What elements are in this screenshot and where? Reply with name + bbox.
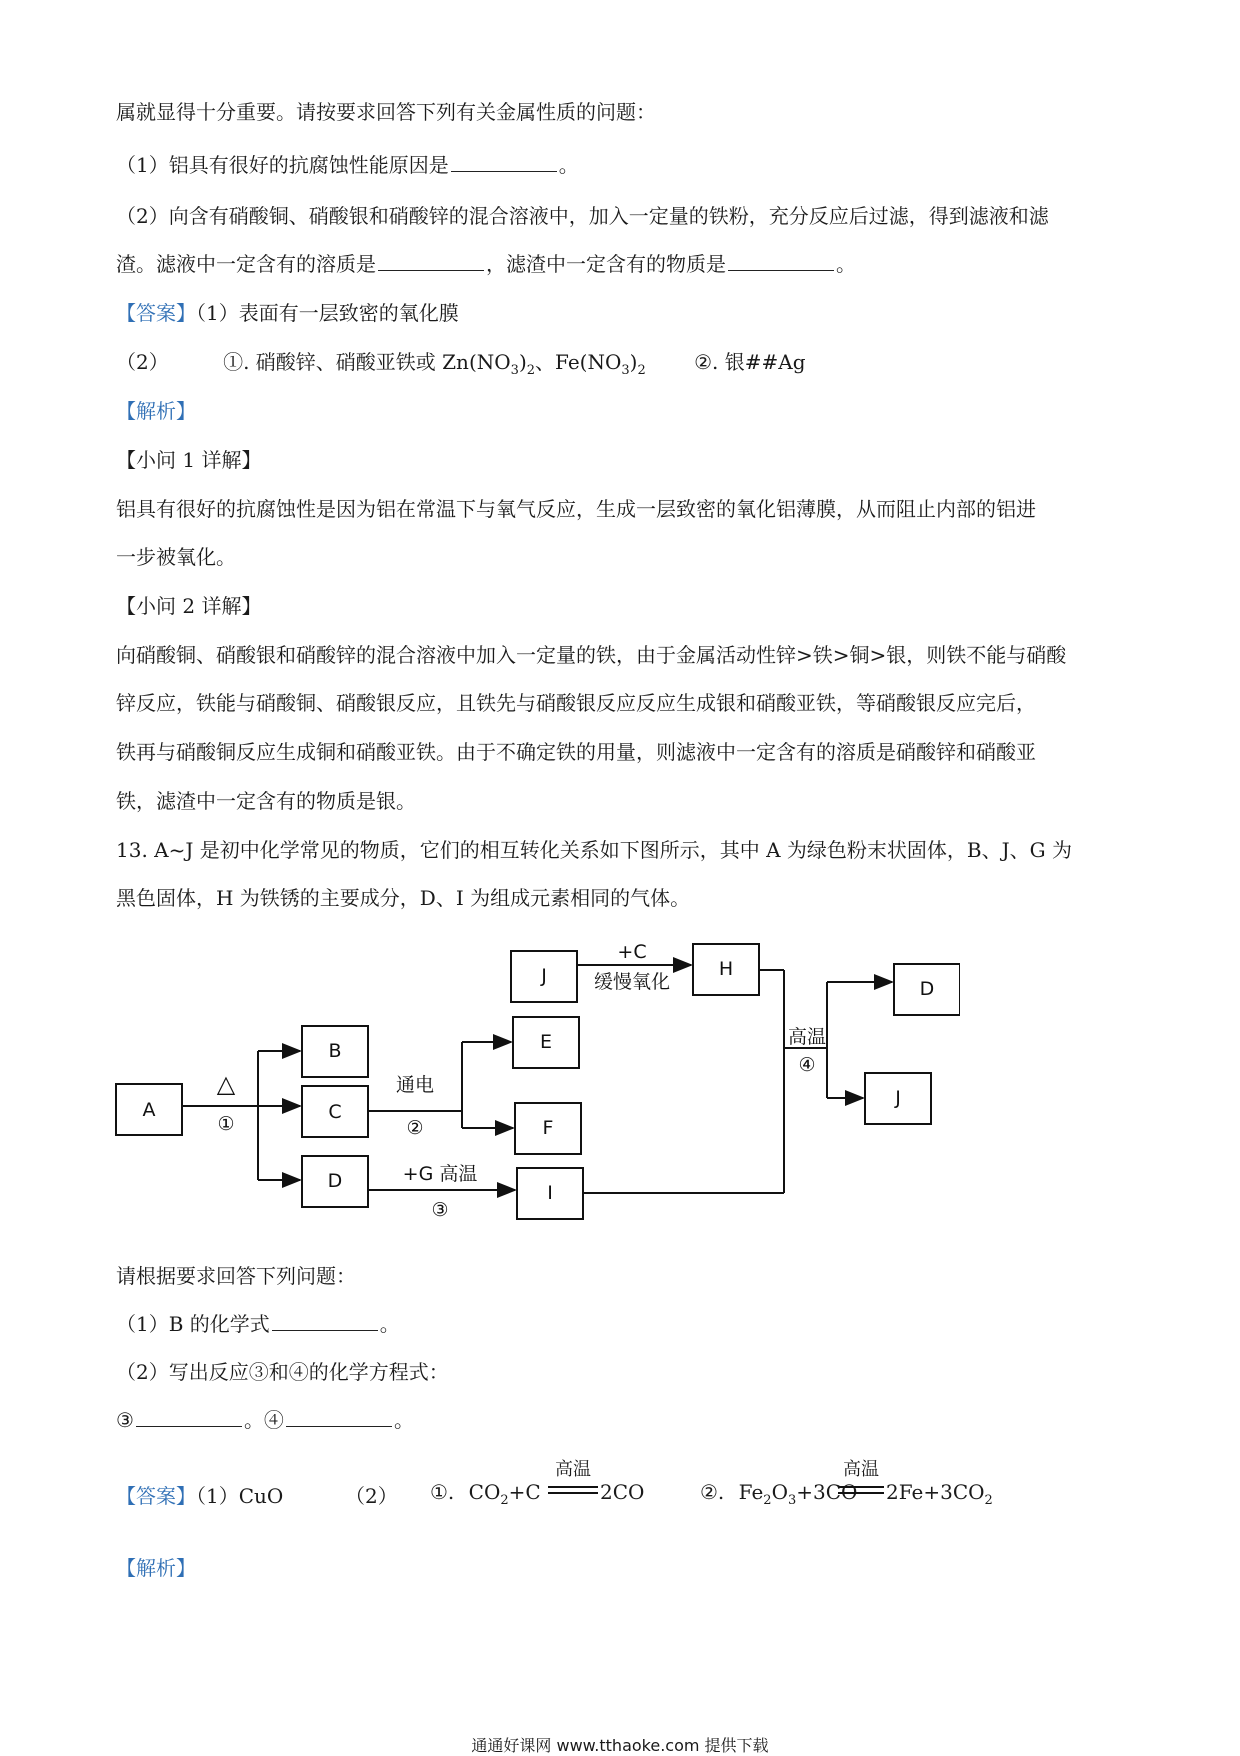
- question-13-line1: 13. A~J 是初中化学常见的物质，它们的相互转化关系如下图所示，其中 A 为绿色粉末状固体，B、J、G 为: [116, 838, 1072, 862]
- ask-line: 请根据要求回答下列问题：: [116, 1264, 356, 1288]
- label-j-right: J: [895, 1087, 901, 1109]
- label-d: D: [327, 1170, 343, 1192]
- eq1-equals-sign: [548, 1486, 598, 1494]
- label-b: B: [328, 1040, 342, 1062]
- eq1-products: 2CO: [600, 1480, 645, 1504]
- q13-3-c: 。: [393, 1408, 414, 1432]
- subquestion-1-title: 【小问 1 详解】: [116, 448, 262, 472]
- answer-blank[interactable]: [728, 252, 834, 271]
- heat-symbol: △: [216, 1070, 236, 1098]
- label-c: C: [328, 1101, 342, 1123]
- q13-1-text: （1）B 的化学式: [116, 1312, 270, 1336]
- answer-blank[interactable]: [451, 153, 557, 172]
- label-i: I: [547, 1182, 553, 1204]
- question-1: [116, 151, 579, 179]
- equation-2: [700, 1480, 857, 1508]
- eq1-number: ①.: [430, 1480, 455, 1504]
- question-13-3: [116, 1406, 414, 1434]
- equation-1: [430, 1480, 541, 1508]
- eq1-condition: 高温: [555, 1459, 591, 1480]
- question-13-2: （2）写出反应③和④的化学方程式：: [116, 1360, 449, 1384]
- q13-1-end: 。: [379, 1312, 400, 1336]
- label-j-top: J: [541, 965, 547, 987]
- electrolysis-label: 通电: [395, 1074, 435, 1096]
- answer-1: （1）表面有一层致密的氧化膜: [196, 301, 459, 325]
- q1-text: （1）铝具有很好的抗腐蚀性能原因是: [116, 153, 449, 177]
- q2-text-b: ，滤渣中一定含有的物质是: [486, 252, 726, 276]
- answer-13-tag: 【答案】: [116, 1484, 196, 1508]
- plus-g-hightemp-label: +G 高温: [402, 1163, 478, 1185]
- eq2-reactants: $Fe_2O_3+3CO$: [738, 1480, 858, 1508]
- answer-blank[interactable]: [136, 1408, 242, 1427]
- reaction-1-number: ①: [217, 1113, 235, 1135]
- answer-blank[interactable]: [286, 1408, 392, 1427]
- question-13-1: [116, 1310, 400, 1338]
- eq2-products: $2Fe+3CO_2$: [886, 1480, 993, 1508]
- subquestion-1-line2: 一步被氧化。: [116, 545, 236, 569]
- answer-blank[interactable]: [272, 1312, 378, 1331]
- reaction-2-number: ②: [406, 1117, 424, 1139]
- q1-end: 。: [558, 153, 579, 177]
- answer-2a: ①. 硝酸锌、硝酸亚铁或 $Zn(NO_3)_2$、$Fe(NO_3)_2$: [223, 350, 646, 378]
- question-2-line1: （2）向含有硝酸铜、硝酸银和硝酸锌的混合溶液中，加入一定量的铁粉，充分反应后过滤，得到滤液和滤: [116, 204, 1049, 228]
- answer-13-2-label: （2）: [345, 1484, 398, 1508]
- analysis-tag: 【解析】: [116, 399, 196, 423]
- q13-3-a: ③: [116, 1408, 134, 1432]
- label-h: H: [718, 958, 734, 980]
- intro-line: 属就显得十分重要。请按要求回答下列有关金属性质的问题：: [116, 100, 656, 124]
- subquestion-2-line3: 铁再与硝酸铜反应生成铜和硝酸亚铁。由于不确定铁的用量，则滤液中一定含有的溶质是硝酸锌和硝酸亚: [116, 740, 1036, 764]
- answer-blank[interactable]: [378, 252, 484, 271]
- answer-2-label: （2）: [116, 350, 169, 374]
- question-13-line2: 黑色固体，H 为铁锈的主要成分，D、I 为组成元素相同的气体。: [116, 886, 691, 910]
- question-2-line2: [116, 250, 856, 278]
- label-e: E: [539, 1031, 553, 1053]
- eq2-condition: 高温: [843, 1459, 879, 1480]
- reaction-3-number: ③: [431, 1199, 449, 1220]
- subquestion-2-line1: 向硝酸铜、硝酸银和硝酸锌的混合溶液中加入一定量的铁，由于金属活动性锌>铁>铜>银，则铁不能与硝酸: [116, 643, 1067, 667]
- q2-text-a: 渣。滤液中一定含有的溶质是: [116, 252, 376, 276]
- subquestion-2-line4: 铁，滤渣中一定含有的物质是银。: [116, 789, 416, 813]
- page-footer: 通通好课网 www.tthaoke.com 提供下载: [471, 1736, 769, 1755]
- label-d-right: D: [919, 978, 935, 1000]
- slow-oxidation-label: 缓慢氧化: [593, 971, 671, 993]
- eq2-number: ②.: [700, 1480, 725, 1504]
- answer-tag: 【答案】: [116, 301, 196, 325]
- answer-13-line: [116, 1480, 283, 1509]
- label-f: F: [542, 1117, 554, 1139]
- plus-c-label: +C: [617, 941, 647, 963]
- subquestion-2-line2: 锌反应，铁能与硝酸铜、硝酸银反应，且铁先与硝酸银反应反应生成银和硝酸亚铁，等硝酸银反应完后，: [116, 691, 1036, 715]
- answer-line-1: [116, 299, 459, 327]
- hightemp-label: 高温: [787, 1026, 827, 1048]
- eq1-reactants: $CO_2+C$: [468, 1480, 541, 1508]
- answer-line-2: [116, 348, 806, 385]
- q2-text-c: 。: [836, 252, 856, 276]
- reaction-4-number: ④: [798, 1054, 816, 1076]
- subquestion-2-title: 【小问 2 详解】: [116, 594, 262, 618]
- label-a: A: [142, 1099, 156, 1121]
- q13-3-b: 。④: [243, 1408, 284, 1432]
- analysis-tag-2: 【解析】: [116, 1556, 196, 1580]
- eq2-equals-sign: [838, 1486, 884, 1494]
- answer-2b: ②. 银##Ag: [694, 350, 806, 374]
- subquestion-1-line1: 铝具有很好的抗腐蚀性是因为铝在常温下与氧气反应，生成一层致密的氧化铝薄膜，从而阻止内部的铝进: [116, 497, 1036, 521]
- reaction-diagram: [110, 940, 960, 1220]
- answer-13-1: （1）CuO: [196, 1484, 284, 1508]
